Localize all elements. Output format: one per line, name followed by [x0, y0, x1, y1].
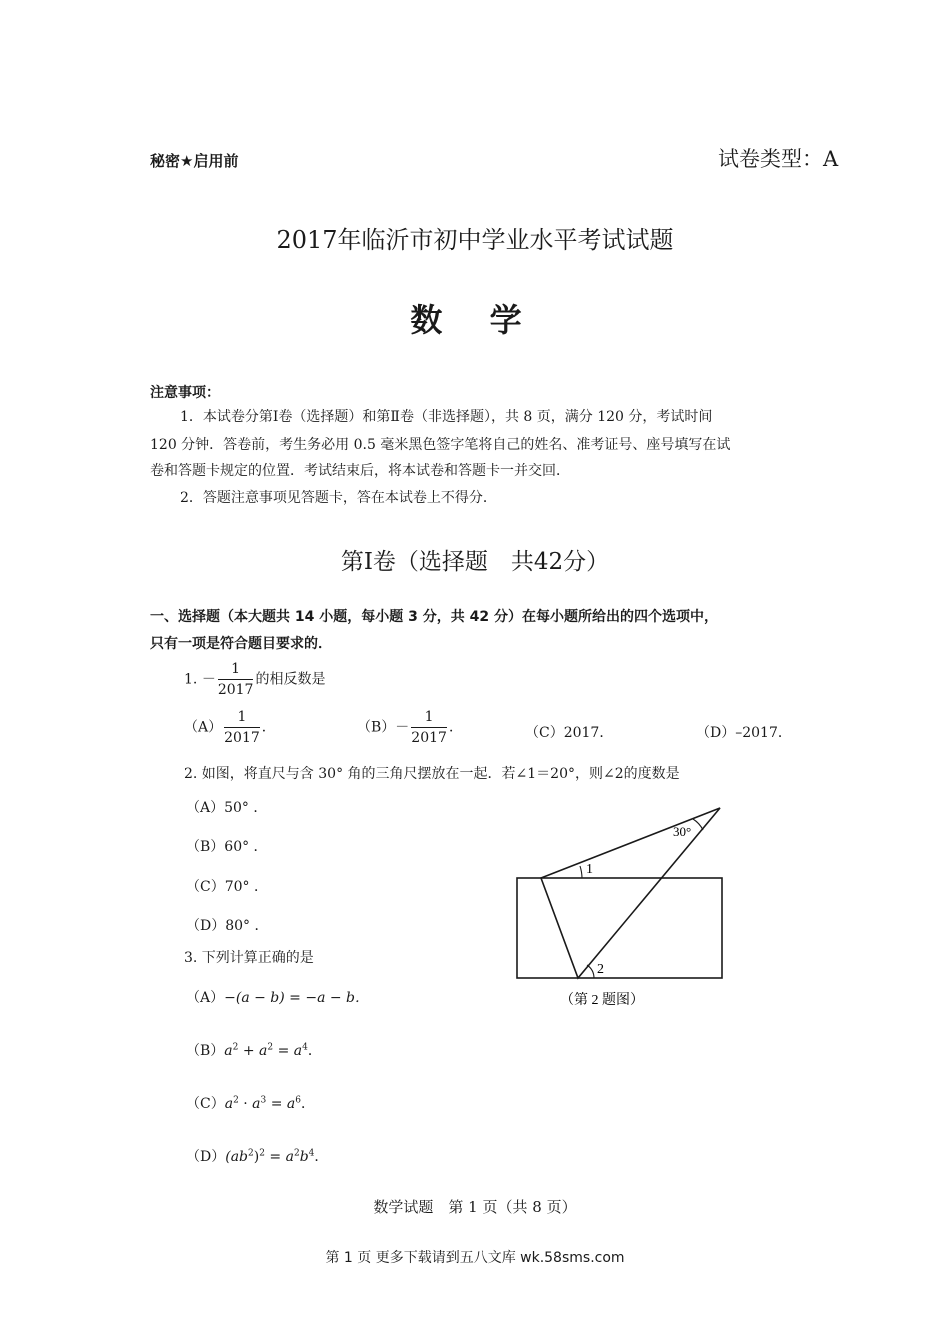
triangle-ruler — [541, 808, 720, 978]
question-1-option-b — [357, 710, 463, 745]
section-1-intro-line-1: 一、选择题（本大题共 14 小题，每小题 3 分，共 42 分）在每小题所给出的四个选项中， — [150, 609, 718, 625]
question-1-number: 1. — [184, 671, 198, 688]
section-1-intro-line-2: 只有一项是符合题目要求的． — [150, 636, 332, 652]
q3-option-c-label: （C） — [186, 1096, 225, 1112]
q3-b-exp-3: 4 — [302, 1042, 308, 1053]
q3-c-base-3: a — [286, 1096, 296, 1112]
q3-b-eq: = — [273, 1043, 294, 1059]
subject-title: 数 学 — [410, 301, 540, 339]
q3-option-a-expression: −(a − b) = −a − b． — [224, 990, 370, 1006]
q3-b-base-2: a — [259, 1043, 268, 1059]
notes-item-1-line-1: 1．本试卷分第Ⅰ卷（选择题）和第Ⅱ卷（非选择题），共 8 页，满分 120 分，考试时间 — [180, 409, 713, 425]
notes-item-1-line-2: 120 分钟．答卷前，考生务必用 0.5 毫米黑色签字笔将自己的姓名、准考证号、座号填写在试 — [150, 437, 731, 453]
q3-option-b-label: （B） — [186, 1043, 225, 1059]
angle-2-label: 2 — [597, 962, 604, 977]
question-1-option-c: （C）2017． — [525, 725, 614, 741]
question-3-option-a — [186, 987, 369, 1007]
exam-title: 2017年临沂市初中学业水平考试试题 — [276, 226, 674, 254]
angle-1-label: 1 — [586, 862, 593, 877]
q3-b-end: ． — [307, 1043, 322, 1059]
option-a-fraction — [224, 710, 260, 745]
question-2-figure — [500, 800, 740, 1020]
page-footer: 数学试题 第 1 页（共 8 页） — [373, 1198, 577, 1216]
question-1-stem-text: 的相反数是 — [255, 671, 326, 688]
q3-c-exp-1: 2 — [233, 1095, 239, 1106]
q3-d-close: ) — [253, 1149, 260, 1165]
download-footer: 第 1 页 更多下载请到五八文库 wk.58sms.com — [325, 1250, 625, 1266]
option-a-label: （A） — [184, 719, 223, 736]
question-3-option-c — [186, 1093, 315, 1113]
option-a-numerator: 1 — [224, 710, 260, 728]
q3-c-dot: · — [238, 1096, 253, 1112]
section-1-title: 第Ⅰ卷（选择题 共42分） — [340, 549, 610, 575]
option-a-end: ． — [261, 719, 276, 736]
angle-30-arc — [693, 819, 703, 830]
q3-d-end: ． — [314, 1149, 329, 1165]
question-2-option-a: （A）50° ． — [186, 800, 268, 816]
q3-b-exp-2: 2 — [267, 1042, 274, 1053]
question-1-option-a — [184, 710, 276, 745]
question-2-option-c: （C）70° ． — [186, 879, 268, 895]
paper-type-label: 试卷类型：A — [718, 147, 839, 171]
notes-item-1-line-3: 卷和答题卡规定的位置．考试结束后，将本试卷和答题卡一并交回． — [150, 463, 570, 479]
question-1-fraction-numerator: 1 — [218, 662, 254, 680]
q3-d-eq: = — [264, 1149, 286, 1165]
q3-d-rhs-b: b — [299, 1149, 309, 1165]
q3-option-d-label: （D） — [186, 1149, 226, 1165]
notes-item-2: 2．答题注意事项见答题卡，答在本试卷上不得分． — [180, 490, 497, 506]
q3-d-rhs-a: a — [285, 1149, 294, 1165]
question-2-option-d: （D）80° ． — [186, 918, 269, 934]
option-b-label: （B）－ — [357, 719, 410, 736]
q3-b-plus: + — [238, 1043, 260, 1059]
q3-c-end: ． — [301, 1096, 315, 1112]
question-1-stem — [184, 662, 325, 697]
option-b-end: ． — [448, 719, 463, 736]
q3-c-base-1: a — [224, 1096, 234, 1112]
q3-d-exp-inner: 2 — [248, 1148, 254, 1159]
figure-caption: （第 2 题图） — [560, 993, 644, 1008]
angle-1-arc — [580, 866, 582, 878]
question-2-stem: 2. 如图，将直尺与含 30° 角的三角尺摆放在一起．若∠1＝20°，则∠2的度数是 — [184, 766, 680, 782]
q3-c-exp-2: 3 — [260, 1095, 267, 1106]
option-b-fraction — [411, 710, 447, 745]
option-b-numerator: 1 — [411, 710, 447, 728]
q3-d-lhs: (ab — [225, 1149, 249, 1165]
question-1-option-d: （D）–2017． — [696, 725, 792, 741]
q3-d-rhs-b-exp: 4 — [308, 1148, 315, 1159]
q3-c-exp-3: 6 — [295, 1095, 301, 1106]
question-3-stem: 3. 下列计算正确的是 — [184, 950, 314, 966]
q3-c-eq: = — [266, 1096, 287, 1112]
question-3-option-d — [186, 1146, 328, 1166]
question-2-option-b: （B）60° ． — [186, 839, 268, 855]
question-1-fraction-denominator: 2017 — [217, 682, 254, 698]
angle-30-label: 30° — [673, 824, 692, 839]
notes-heading: 注意事项： — [150, 385, 220, 401]
q3-d-exp-outer: 2 — [259, 1148, 265, 1159]
option-b-denominator: 2017 — [411, 730, 447, 746]
confidential-label: 秘密★启用前 — [150, 152, 239, 170]
question-1-minus: － — [201, 671, 216, 688]
question-1-fraction — [218, 662, 254, 697]
question-3-option-b — [186, 1040, 322, 1060]
q3-option-a-label: （A） — [186, 990, 225, 1006]
option-a-denominator: 2017 — [224, 730, 260, 746]
q3-b-exp-1: 2 — [232, 1042, 239, 1053]
q3-b-base-3: a — [293, 1043, 303, 1059]
q3-c-base-2: a — [252, 1096, 261, 1112]
q3-b-base-1: a — [224, 1043, 233, 1059]
q3-d-rhs-a-exp: 2 — [293, 1148, 300, 1159]
